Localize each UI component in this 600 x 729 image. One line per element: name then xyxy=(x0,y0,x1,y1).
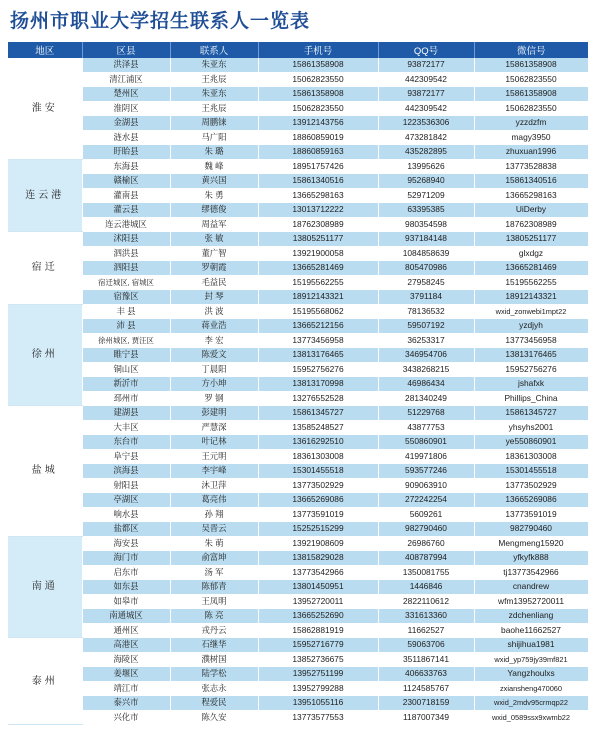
wechat-cell: shijihua1981 xyxy=(474,638,588,653)
district-cell: 响水县 xyxy=(82,507,170,522)
phone-cell: 15252515299 xyxy=(258,522,378,537)
district-cell: 高港区 xyxy=(82,638,170,653)
table-row xyxy=(8,464,588,479)
table-row xyxy=(8,217,588,232)
contact-cell: 陈 亮 xyxy=(170,609,258,624)
contact-cell: 毛益民 xyxy=(170,275,258,290)
qq-cell: 419971806 xyxy=(378,449,474,464)
region-cell: 徐州 xyxy=(8,304,82,406)
district-cell: 洪泽县 xyxy=(82,58,170,72)
qq-cell: 593577246 xyxy=(378,464,474,479)
district-cell: 启东市 xyxy=(82,565,170,580)
wechat-cell: 15062823550 xyxy=(474,101,588,116)
region-cell: 南通 xyxy=(8,536,82,638)
wechat-cell: 13665298163 xyxy=(474,188,588,203)
district-cell: 泰兴市 xyxy=(82,696,170,711)
phone-cell: 15952716779 xyxy=(258,638,378,653)
wechat-cell: 13773456958 xyxy=(474,333,588,348)
qq-cell: 1223536306 xyxy=(378,116,474,131)
wechat-cell: 13773528838 xyxy=(474,159,588,174)
header-wechat: 微信号 xyxy=(474,42,588,58)
contact-cell: 董广智 xyxy=(170,246,258,261)
contact-cell: 石继华 xyxy=(170,638,258,653)
contact-cell: 张 敏 xyxy=(170,232,258,247)
wechat-cell: jshafxk xyxy=(474,377,588,392)
phone-cell: 13773542966 xyxy=(258,565,378,580)
qq-cell: 26986760 xyxy=(378,536,474,551)
district-cell: 邳州市 xyxy=(82,391,170,406)
wechat-cell: yzzdzfm xyxy=(474,116,588,131)
region-cell: 盐城 xyxy=(8,406,82,537)
contact-cell: 陈爱文 xyxy=(170,348,258,363)
table-row xyxy=(8,507,588,522)
contact-cell: 周益军 xyxy=(170,217,258,232)
qq-cell: 3791184 xyxy=(378,290,474,305)
table-row xyxy=(8,58,588,72)
wechat-cell: 13805251177 xyxy=(474,232,588,247)
district-cell: 金湖县 xyxy=(82,116,170,131)
table-row xyxy=(8,493,588,508)
contact-cell: 封 琴 xyxy=(170,290,258,305)
contact-cell: 叶记林 xyxy=(170,435,258,450)
contact-cell: 马广阳 xyxy=(170,130,258,145)
table-row xyxy=(8,72,588,87)
table-row xyxy=(8,681,588,696)
contact-cell: 朱 萌 xyxy=(170,536,258,551)
table-row xyxy=(8,304,588,319)
contact-cell: 陈郁青 xyxy=(170,580,258,595)
contact-cell: 陆学松 xyxy=(170,667,258,682)
table-row xyxy=(8,116,588,131)
wechat-cell: wxid_yp759jy39mf821 xyxy=(474,652,588,667)
qq-cell: 46986434 xyxy=(378,377,474,392)
wechat-cell: 13773591019 xyxy=(474,507,588,522)
qq-cell: 435282895 xyxy=(378,145,474,160)
phone-cell: 15861340516 xyxy=(258,174,378,189)
wechat-cell: 15952756276 xyxy=(474,362,588,377)
table-row xyxy=(8,580,588,595)
phone-cell: 13665212156 xyxy=(258,319,378,334)
wechat-cell: wfm13952720011 xyxy=(474,594,588,609)
qq-cell: 909063910 xyxy=(378,478,474,493)
phone-cell: 18361303008 xyxy=(258,449,378,464)
qq-cell: 442309542 xyxy=(378,72,474,87)
phone-cell: 13921900058 xyxy=(258,246,378,261)
contact-cell: 朱亚东 xyxy=(170,58,258,72)
phone-cell: 15952756276 xyxy=(258,362,378,377)
phone-cell: 15301455518 xyxy=(258,464,378,479)
qq-cell: 473281842 xyxy=(378,130,474,145)
qq-cell: 1187007349 xyxy=(378,710,474,725)
district-cell: 涟水县 xyxy=(82,130,170,145)
wechat-cell: 15195562255 xyxy=(474,275,588,290)
contact-cell: 王兆辰 xyxy=(170,72,258,87)
qq-cell: 442309542 xyxy=(378,101,474,116)
qq-cell: 2300718159 xyxy=(378,696,474,711)
district-cell: 如东县 xyxy=(82,580,170,595)
wechat-cell: tj13773542966 xyxy=(474,565,588,580)
district-cell: 连云港城区 xyxy=(82,217,170,232)
contact-cell: 朱亚东 xyxy=(170,87,258,102)
phone-cell: 13813170998 xyxy=(258,377,378,392)
phone-cell: 13013712222 xyxy=(258,203,378,218)
table-row xyxy=(8,275,588,290)
district-cell: 姜堰区 xyxy=(82,667,170,682)
header-qq: QQ号 xyxy=(378,42,474,58)
district-cell: 泗洪县 xyxy=(82,246,170,261)
phone-cell: 13801450951 xyxy=(258,580,378,595)
qq-cell: 63395385 xyxy=(378,203,474,218)
phone-cell: 15861345727 xyxy=(258,406,378,421)
wechat-cell: yzdjyh xyxy=(474,319,588,334)
district-cell: 赣榆区 xyxy=(82,174,170,189)
district-cell: 亭湖区 xyxy=(82,493,170,508)
phone-cell: 15195562255 xyxy=(258,275,378,290)
qq-cell: 11662527 xyxy=(378,623,474,638)
phone-cell: 15861358908 xyxy=(258,87,378,102)
wechat-cell: zxiansheng470060 xyxy=(474,681,588,696)
table-row xyxy=(8,536,588,551)
table-row xyxy=(8,333,588,348)
contact-cell: 沐卫萍 xyxy=(170,478,258,493)
header-contact: 联系人 xyxy=(170,42,258,58)
wechat-cell: cnandrew xyxy=(474,580,588,595)
contact-cell: 周鹏铼 xyxy=(170,116,258,131)
contact-cell: 罗 钢 xyxy=(170,391,258,406)
wechat-cell: 18762308989 xyxy=(474,217,588,232)
phone-cell: 15062823550 xyxy=(258,72,378,87)
phone-cell: 13665252690 xyxy=(258,609,378,624)
table-body xyxy=(8,58,588,725)
phone-cell: 13805251177 xyxy=(258,232,378,247)
phone-cell: 13665298163 xyxy=(258,188,378,203)
phone-cell: 18951757426 xyxy=(258,159,378,174)
wechat-cell: wxid_0589ssx9xwmb22 xyxy=(474,710,588,725)
table-row xyxy=(8,667,588,682)
table-row xyxy=(8,290,588,305)
table-row xyxy=(8,101,588,116)
qq-cell: 346954706 xyxy=(378,348,474,363)
qq-cell: 980354598 xyxy=(378,217,474,232)
qq-cell: 331613360 xyxy=(378,609,474,624)
contact-cell: 吴晋云 xyxy=(170,522,258,537)
table-row xyxy=(8,145,588,160)
contact-cell: 张志永 xyxy=(170,681,258,696)
qq-cell: 1446846 xyxy=(378,580,474,595)
phone-cell: 13813176465 xyxy=(258,348,378,363)
qq-cell: 3511867141 xyxy=(378,652,474,667)
district-cell: 射阳县 xyxy=(82,478,170,493)
district-cell: 灌云县 xyxy=(82,203,170,218)
wechat-cell: wxid_2mdv95crmqp22 xyxy=(474,696,588,711)
phone-cell: 13773591019 xyxy=(258,507,378,522)
table-row xyxy=(8,565,588,580)
district-cell: 阜宁县 xyxy=(82,449,170,464)
table-row xyxy=(8,232,588,247)
wechat-cell: 13665269086 xyxy=(474,493,588,508)
table-row xyxy=(8,377,588,392)
table-row xyxy=(8,609,588,624)
contact-cell: 葛亮伟 xyxy=(170,493,258,508)
phone-cell: 13815829028 xyxy=(258,551,378,566)
table-row xyxy=(8,522,588,537)
district-cell: 楚州区 xyxy=(82,87,170,102)
contact-cell: 孙 翔 xyxy=(170,507,258,522)
contact-cell: 魏 峰 xyxy=(170,159,258,174)
table-row xyxy=(8,623,588,638)
table-row xyxy=(8,174,588,189)
region-cell: 连云港 xyxy=(8,159,82,232)
phone-cell: 18912143321 xyxy=(258,290,378,305)
qq-cell: 27958245 xyxy=(378,275,474,290)
qq-cell: 1350081755 xyxy=(378,565,474,580)
phone-cell: 18860859019 xyxy=(258,130,378,145)
district-cell: 灌南县 xyxy=(82,188,170,203)
contact-cell: 方小坤 xyxy=(170,377,258,392)
wechat-cell: 15301455518 xyxy=(474,464,588,479)
wechat-cell: ye550860901 xyxy=(474,435,588,450)
qq-cell: 78136532 xyxy=(378,304,474,319)
table-row xyxy=(8,261,588,276)
contact-cell: 李 宏 xyxy=(170,333,258,348)
district-cell: 海陵区 xyxy=(82,652,170,667)
contact-cell: 汤 军 xyxy=(170,565,258,580)
qq-cell: 408787994 xyxy=(378,551,474,566)
table-row xyxy=(8,652,588,667)
contact-cell: 王兆辰 xyxy=(170,101,258,116)
contact-cell: 朱 勇 xyxy=(170,188,258,203)
contact-cell: 彭建明 xyxy=(170,406,258,421)
table-row xyxy=(8,406,588,421)
wechat-cell: 18361303008 xyxy=(474,449,588,464)
wechat-cell: 18912143321 xyxy=(474,290,588,305)
wechat-cell: 13813176465 xyxy=(474,348,588,363)
contact-cell: 黄兴国 xyxy=(170,174,258,189)
header-phone: 手机号 xyxy=(258,42,378,58)
qq-cell: 1084858639 xyxy=(378,246,474,261)
table-row xyxy=(8,710,588,725)
qq-cell: 937184148 xyxy=(378,232,474,247)
table-row xyxy=(8,348,588,363)
district-cell: 东海县 xyxy=(82,159,170,174)
contact-cell: 王元明 xyxy=(170,449,258,464)
contact-cell: 洪 波 xyxy=(170,304,258,319)
contact-cell: 严慧深 xyxy=(170,420,258,435)
table-row xyxy=(8,246,588,261)
wechat-cell: Phillips_China xyxy=(474,391,588,406)
phone-cell: 13773577553 xyxy=(258,710,378,725)
qq-cell: 805470986 xyxy=(378,261,474,276)
district-cell: 海门市 xyxy=(82,551,170,566)
district-cell: 淮阴区 xyxy=(82,101,170,116)
contact-cell: 戎丹云 xyxy=(170,623,258,638)
wechat-cell: 982790460 xyxy=(474,522,588,537)
district-cell: 铜山区 xyxy=(82,362,170,377)
table-row xyxy=(8,594,588,609)
qq-cell: 406633763 xyxy=(378,667,474,682)
wechat-cell: 15861340516 xyxy=(474,174,588,189)
qq-cell: 52971209 xyxy=(378,188,474,203)
wechat-cell: 13665281469 xyxy=(474,261,588,276)
district-cell: 徐州城区, 贾汪区 xyxy=(82,333,170,348)
district-cell: 宿豫区 xyxy=(82,290,170,305)
district-cell: 盐都区 xyxy=(82,522,170,537)
district-cell: 沛 县 xyxy=(82,319,170,334)
wechat-cell: 15861345727 xyxy=(474,406,588,421)
district-cell: 兴化市 xyxy=(82,710,170,725)
wechat-cell: Yangzhoulxs xyxy=(474,667,588,682)
district-cell: 沭阳县 xyxy=(82,232,170,247)
wechat-cell: zhuxuan1996 xyxy=(474,145,588,160)
qq-cell: 982790460 xyxy=(378,522,474,537)
table-row xyxy=(8,638,588,653)
table-row xyxy=(8,449,588,464)
table-row xyxy=(8,420,588,435)
phone-cell: 13773456958 xyxy=(258,333,378,348)
qq-cell: 93872177 xyxy=(378,87,474,102)
contact-cell: 陈久安 xyxy=(170,710,258,725)
wechat-cell: 15062823550 xyxy=(474,72,588,87)
contact-cell: 丁晨阳 xyxy=(170,362,258,377)
district-cell: 靖江市 xyxy=(82,681,170,696)
table-row xyxy=(8,435,588,450)
qq-cell: 95268940 xyxy=(378,174,474,189)
table-row xyxy=(8,203,588,218)
header-district: 区县 xyxy=(82,42,170,58)
district-cell: 清江浦区 xyxy=(82,72,170,87)
contact-cell: 王凤明 xyxy=(170,594,258,609)
district-cell: 新沂市 xyxy=(82,377,170,392)
contact-cell: 朱 璐 xyxy=(170,145,258,160)
qq-cell: 43877753 xyxy=(378,420,474,435)
district-cell: 建湖县 xyxy=(82,406,170,421)
table-row xyxy=(8,87,588,102)
qq-cell: 93872177 xyxy=(378,58,474,72)
qq-cell: 281340249 xyxy=(378,391,474,406)
phone-cell: 18860859163 xyxy=(258,145,378,160)
phone-cell: 13585248527 xyxy=(258,420,378,435)
table-row xyxy=(8,188,588,203)
qq-cell: 36253317 xyxy=(378,333,474,348)
district-cell: 滨海县 xyxy=(82,464,170,479)
table-row xyxy=(8,478,588,493)
qq-cell: 51229768 xyxy=(378,406,474,421)
district-cell: 睢宁县 xyxy=(82,348,170,363)
phone-cell: 13665281469 xyxy=(258,261,378,276)
qq-cell: 550860901 xyxy=(378,435,474,450)
phone-cell: 13952720011 xyxy=(258,594,378,609)
district-cell: 宿迁城区, 宿城区 xyxy=(82,275,170,290)
qq-cell: 59063706 xyxy=(378,638,474,653)
region-cell: 宿迁 xyxy=(8,232,82,305)
contact-cell: 濮树国 xyxy=(170,652,258,667)
table-row xyxy=(8,391,588,406)
table-row xyxy=(8,551,588,566)
phone-cell: 15861358908 xyxy=(258,58,378,72)
contact-cell: 罗朝霞 xyxy=(170,261,258,276)
table-row xyxy=(8,130,588,145)
contact-cell: 蒋业浩 xyxy=(170,319,258,334)
phone-cell: 15195568062 xyxy=(258,304,378,319)
wechat-cell: baohe11662527 xyxy=(474,623,588,638)
phone-cell: 13951055116 xyxy=(258,696,378,711)
wechat-cell: magy3950 xyxy=(474,130,588,145)
district-cell: 大丰区 xyxy=(82,420,170,435)
district-cell: 通州区 xyxy=(82,623,170,638)
phone-cell: 13952751199 xyxy=(258,667,378,682)
wechat-cell: UiDerby xyxy=(474,203,588,218)
phone-cell: 15862881919 xyxy=(258,623,378,638)
table-row xyxy=(8,159,588,174)
header-region: 地区 xyxy=(8,42,82,58)
contact-cell: 李宇峰 xyxy=(170,464,258,479)
qq-cell: 13995626 xyxy=(378,159,474,174)
qq-cell: 1124585767 xyxy=(378,681,474,696)
phone-cell: 15062823550 xyxy=(258,101,378,116)
qq-cell: 2822110612 xyxy=(378,594,474,609)
phone-cell: 13773502929 xyxy=(258,478,378,493)
contact-cell: 程爱民 xyxy=(170,696,258,711)
phone-cell: 13921908609 xyxy=(258,536,378,551)
qq-cell: 59507192 xyxy=(378,319,474,334)
table-row xyxy=(8,362,588,377)
district-cell: 东台市 xyxy=(82,435,170,450)
contact-table xyxy=(8,42,589,725)
district-cell: 丰 县 xyxy=(82,304,170,319)
qq-cell: 5609261 xyxy=(378,507,474,522)
phone-cell: 13276552528 xyxy=(258,391,378,406)
wechat-cell: zdchenliang xyxy=(474,609,588,624)
contact-cell: 俞富坤 xyxy=(170,551,258,566)
phone-cell: 13665269086 xyxy=(258,493,378,508)
table-row xyxy=(8,696,588,711)
district-cell: 海安县 xyxy=(82,536,170,551)
wechat-cell: Mengmeng15920 xyxy=(474,536,588,551)
wechat-cell: wxid_zonwebi1mpt22 xyxy=(474,304,588,319)
wechat-cell: 15861358908 xyxy=(474,87,588,102)
district-cell: 如皋市 xyxy=(82,594,170,609)
phone-cell: 18762308989 xyxy=(258,217,378,232)
phone-cell: 13952799288 xyxy=(258,681,378,696)
wechat-cell: yfkyfk888 xyxy=(474,551,588,566)
phone-cell: 13912143756 xyxy=(258,116,378,131)
table-header-row xyxy=(8,42,588,58)
page-title: 扬州市职业大学招生联系人一览表 xyxy=(10,10,311,32)
table-row xyxy=(8,319,588,334)
district-cell: 南通城区 xyxy=(82,609,170,624)
qq-cell: 3438268215 xyxy=(378,362,474,377)
phone-cell: 13852736675 xyxy=(258,652,378,667)
district-cell: 泗阳县 xyxy=(82,261,170,276)
wechat-cell: 15861358908 xyxy=(474,58,588,72)
region-cell: 泰州 xyxy=(8,638,82,725)
region-cell: 淮安 xyxy=(8,58,82,159)
contact-cell: 缪德俊 xyxy=(170,203,258,218)
qq-cell: 272242254 xyxy=(378,493,474,508)
wechat-cell: 13773502929 xyxy=(474,478,588,493)
phone-cell: 13616292510 xyxy=(258,435,378,450)
wechat-cell: glxdgz xyxy=(474,246,588,261)
district-cell: 盱眙县 xyxy=(82,145,170,160)
wechat-cell: yhsyhs2001 xyxy=(474,420,588,435)
